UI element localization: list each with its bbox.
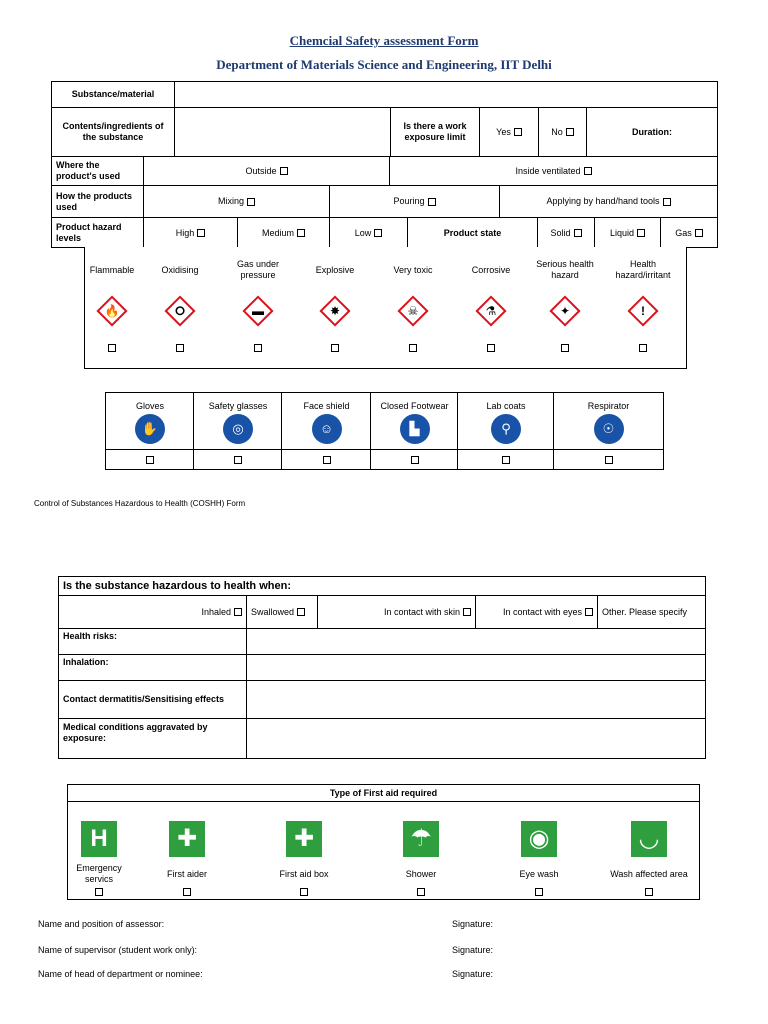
respirator-icon: ☉ — [594, 414, 624, 444]
hazard-checkbox[interactable] — [176, 344, 184, 352]
flame-over-circle-icon: ⭘ — [175, 304, 185, 318]
ppe-label: Closed Footwear — [380, 401, 449, 411]
ppe-cell — [194, 393, 282, 469]
contact-skin-option[interactable] — [318, 596, 476, 629]
hazard-label: Oxidising — [161, 265, 199, 275]
yes-label: Yes — [496, 126, 511, 137]
hazard-label: Very toxic — [393, 265, 433, 275]
ppe-cell — [371, 393, 458, 469]
head-label: Name of head of department or nominee: — [38, 969, 203, 979]
contents-input[interactable] — [175, 108, 391, 157]
pouring-option[interactable] — [330, 186, 500, 218]
solid-option[interactable] — [538, 218, 595, 248]
applying-checkbox[interactable] — [663, 198, 671, 206]
contents-label: Contents/ingredients of the substance — [52, 108, 175, 157]
swallowed-label: Swallowed — [251, 606, 295, 617]
skull-crossbones-icon: ☠ — [407, 304, 419, 318]
first-aid-label: Emergency servics — [76, 863, 122, 884]
department-title: Department of Materials Science and Engineering, IIT Delhi — [216, 57, 552, 72]
ppe-checkbox[interactable] — [146, 456, 154, 464]
hazard-checkbox[interactable] — [409, 344, 417, 352]
flame-icon: 🔥 — [104, 304, 120, 318]
how-label: How the products used — [52, 186, 144, 218]
low-checkbox[interactable] — [374, 229, 382, 237]
liquid-checkbox[interactable] — [637, 229, 645, 237]
first-aid-checkbox[interactable] — [300, 888, 308, 896]
contact-dermatitis-label: Contact dermatitis/Sensitising effects — [59, 681, 247, 719]
head-signature-label: Signature: — [452, 969, 494, 979]
contact-eyes-option[interactable] — [476, 596, 598, 629]
ppe-checkbox[interactable] — [323, 456, 331, 464]
supervisor-signature-label: Signature: — [452, 945, 494, 955]
no-option[interactable] — [539, 108, 587, 157]
first-aid-checkbox[interactable] — [417, 888, 425, 896]
outside-label: Outside — [245, 165, 277, 176]
first-aid-label: Eye wash — [519, 869, 559, 879]
corrosion-icon: ⚗ — [485, 304, 497, 318]
contact-skin-checkbox[interactable] — [463, 608, 471, 616]
first-aid-checkbox[interactable] — [95, 888, 103, 896]
first-aid-label: First aid box — [279, 869, 329, 879]
pouring-checkbox[interactable] — [428, 198, 436, 206]
hazard-levels-label: Product hazard levels — [52, 218, 144, 248]
face-shield-icon: ☺ — [312, 414, 342, 444]
hazard-checkbox[interactable] — [487, 344, 495, 352]
assessor-signature-label: Signature: — [452, 919, 494, 929]
ppe-label: Gloves — [135, 401, 164, 411]
pouring-label: Pouring — [393, 196, 425, 206]
supervisor-label: Name of supervisor (student work only): — [38, 945, 198, 955]
eye-wash-icon: ◉ — [521, 821, 557, 857]
product-state-label: Product state — [408, 218, 538, 248]
first-aid-label: Shower — [405, 869, 437, 879]
ppe-label: Respirator — [587, 401, 630, 411]
hazard-label: Health hazard/irritant — [615, 259, 671, 280]
lab-coat-icon: ⚲ — [491, 414, 521, 444]
swallowed-option[interactable] — [247, 596, 318, 629]
applying-label: Applying by hand/hand tools — [546, 196, 660, 206]
yes-checkbox[interactable] — [514, 128, 522, 136]
medium-label: Medium — [261, 227, 294, 238]
high-option[interactable] — [144, 218, 238, 248]
ppe-table — [105, 392, 664, 470]
hazard-pictograms-box — [84, 247, 687, 369]
high-checkbox[interactable] — [197, 229, 205, 237]
liquid-option[interactable] — [595, 218, 661, 248]
hazard-label: Corrosive — [471, 265, 511, 275]
ppe-cell — [282, 393, 371, 469]
first-aid-label: First aider — [166, 869, 207, 879]
other-field[interactable]: Other. Please specify — [598, 596, 705, 629]
inside-option[interactable] — [390, 157, 717, 186]
substance-table — [51, 81, 718, 248]
ppe-cell — [554, 393, 663, 469]
hazard-label: Explosive — [315, 265, 355, 275]
gas-label: Gas — [675, 227, 692, 238]
ppe-checkbox[interactable] — [411, 456, 419, 464]
contact-eyes-checkbox[interactable] — [585, 608, 593, 616]
no-checkbox[interactable] — [566, 128, 574, 136]
health-risks-label: Health risks: — [59, 629, 247, 655]
gas-checkbox[interactable] — [695, 229, 703, 237]
first-aid-checkbox[interactable] — [535, 888, 543, 896]
medical-input[interactable] — [247, 719, 705, 758]
first-aid-table — [67, 784, 700, 900]
hazard-checkbox[interactable] — [639, 344, 647, 352]
mixing-option[interactable] — [144, 186, 330, 218]
mixing-label: Mixing — [217, 196, 244, 206]
inside-checkbox[interactable] — [584, 167, 592, 175]
outside-checkbox[interactable] — [280, 167, 288, 175]
emergency-h-icon: H — [81, 821, 117, 857]
contact-skin-label: In contact with skin — [383, 606, 460, 617]
inhalation-input[interactable] — [247, 655, 705, 681]
no-label: No — [551, 126, 563, 137]
health-hazard-icon: ✦ — [559, 304, 571, 318]
duration-label: Duration: — [587, 108, 717, 157]
medium-option[interactable] — [238, 218, 330, 248]
solid-checkbox[interactable] — [574, 229, 582, 237]
mixing-checkbox[interactable] — [247, 198, 255, 206]
hazard-label: Flammable — [89, 265, 135, 275]
yes-option[interactable] — [480, 108, 539, 157]
medium-checkbox[interactable] — [297, 229, 305, 237]
ppe-checkbox[interactable] — [234, 456, 242, 464]
outside-option[interactable] — [144, 157, 390, 186]
form-title: Chemcial Safety assessment Form — [289, 33, 479, 48]
shower-icon: ☂ — [403, 821, 439, 857]
ppe-cell — [106, 393, 194, 469]
high-label: High — [175, 227, 195, 238]
medical-label: Medical conditions aggravated by exposure: — [59, 719, 247, 758]
gas-option[interactable] — [661, 218, 717, 248]
health-hazard-table — [58, 576, 706, 759]
first-aid-box-icon: ✚ — [286, 821, 322, 857]
ppe-checkbox[interactable] — [502, 456, 510, 464]
ppe-cell — [458, 393, 554, 469]
ppe-label: Safety glasses — [208, 401, 268, 411]
ppe-label: Face shield — [303, 401, 350, 411]
hazard-label: Gas under pressure — [236, 259, 280, 280]
health-risks-input[interactable] — [247, 629, 705, 655]
gloves-icon: ✋ — [135, 414, 165, 444]
work-limit-label: Is there a work exposure limit — [391, 108, 480, 157]
first-aid-label: Wash affected area — [610, 869, 688, 879]
first-aid-cross-icon: ✚ — [169, 821, 205, 857]
ppe-checkbox[interactable] — [605, 456, 613, 464]
hazard-label: Serious health hazard — [536, 259, 594, 280]
inhaled-option[interactable] — [59, 596, 247, 629]
safety-glasses-icon: ◎ — [223, 414, 253, 444]
low-label: Low — [354, 227, 372, 238]
inhalation-label: Inhalation: — [59, 655, 247, 681]
hazard-checkbox[interactable] — [331, 344, 339, 352]
applying-option[interactable] — [500, 186, 717, 218]
exclamation-icon: ! — [641, 304, 645, 318]
ppe-label: Lab coats — [486, 401, 526, 411]
first-aid-checkbox[interactable] — [183, 888, 191, 896]
coshh-title: Control of Substances Hazardous to Health (COSHH) Form — [34, 499, 246, 508]
first-aid-checkbox[interactable] — [645, 888, 653, 896]
hazard-checkbox[interactable] — [561, 344, 569, 352]
contact-eyes-label: In contact with eyes — [502, 606, 582, 617]
gas-cylinder-icon: ▬ — [252, 304, 264, 318]
where-label: Where the product's used — [52, 157, 144, 186]
contact-dermatitis-input[interactable] — [247, 681, 705, 719]
inside-label: Inside ventilated — [515, 165, 581, 176]
substance-input[interactable] — [175, 82, 717, 108]
hazard-checkbox[interactable] — [254, 344, 262, 352]
solid-label: Solid — [550, 227, 571, 238]
inhaled-checkbox[interactable] — [234, 608, 242, 616]
liquid-label: Liquid — [609, 227, 635, 238]
substance-label: Substance/material — [52, 82, 175, 108]
inhaled-label: Inhaled — [201, 606, 231, 617]
swallowed-checkbox[interactable] — [297, 608, 305, 616]
hazard-question: Is the substance hazardous to health when: — [59, 577, 705, 596]
first-aid-title: Type of First aid required — [68, 785, 699, 802]
assessor-label: Name and position of assessor: — [38, 919, 165, 929]
boot-icon: ▙ — [400, 414, 430, 444]
low-option[interactable] — [330, 218, 408, 248]
wash-area-icon: ◡ — [631, 821, 667, 857]
exploding-bomb-icon: ✸ — [329, 304, 341, 318]
hazard-checkbox[interactable] — [108, 344, 116, 352]
